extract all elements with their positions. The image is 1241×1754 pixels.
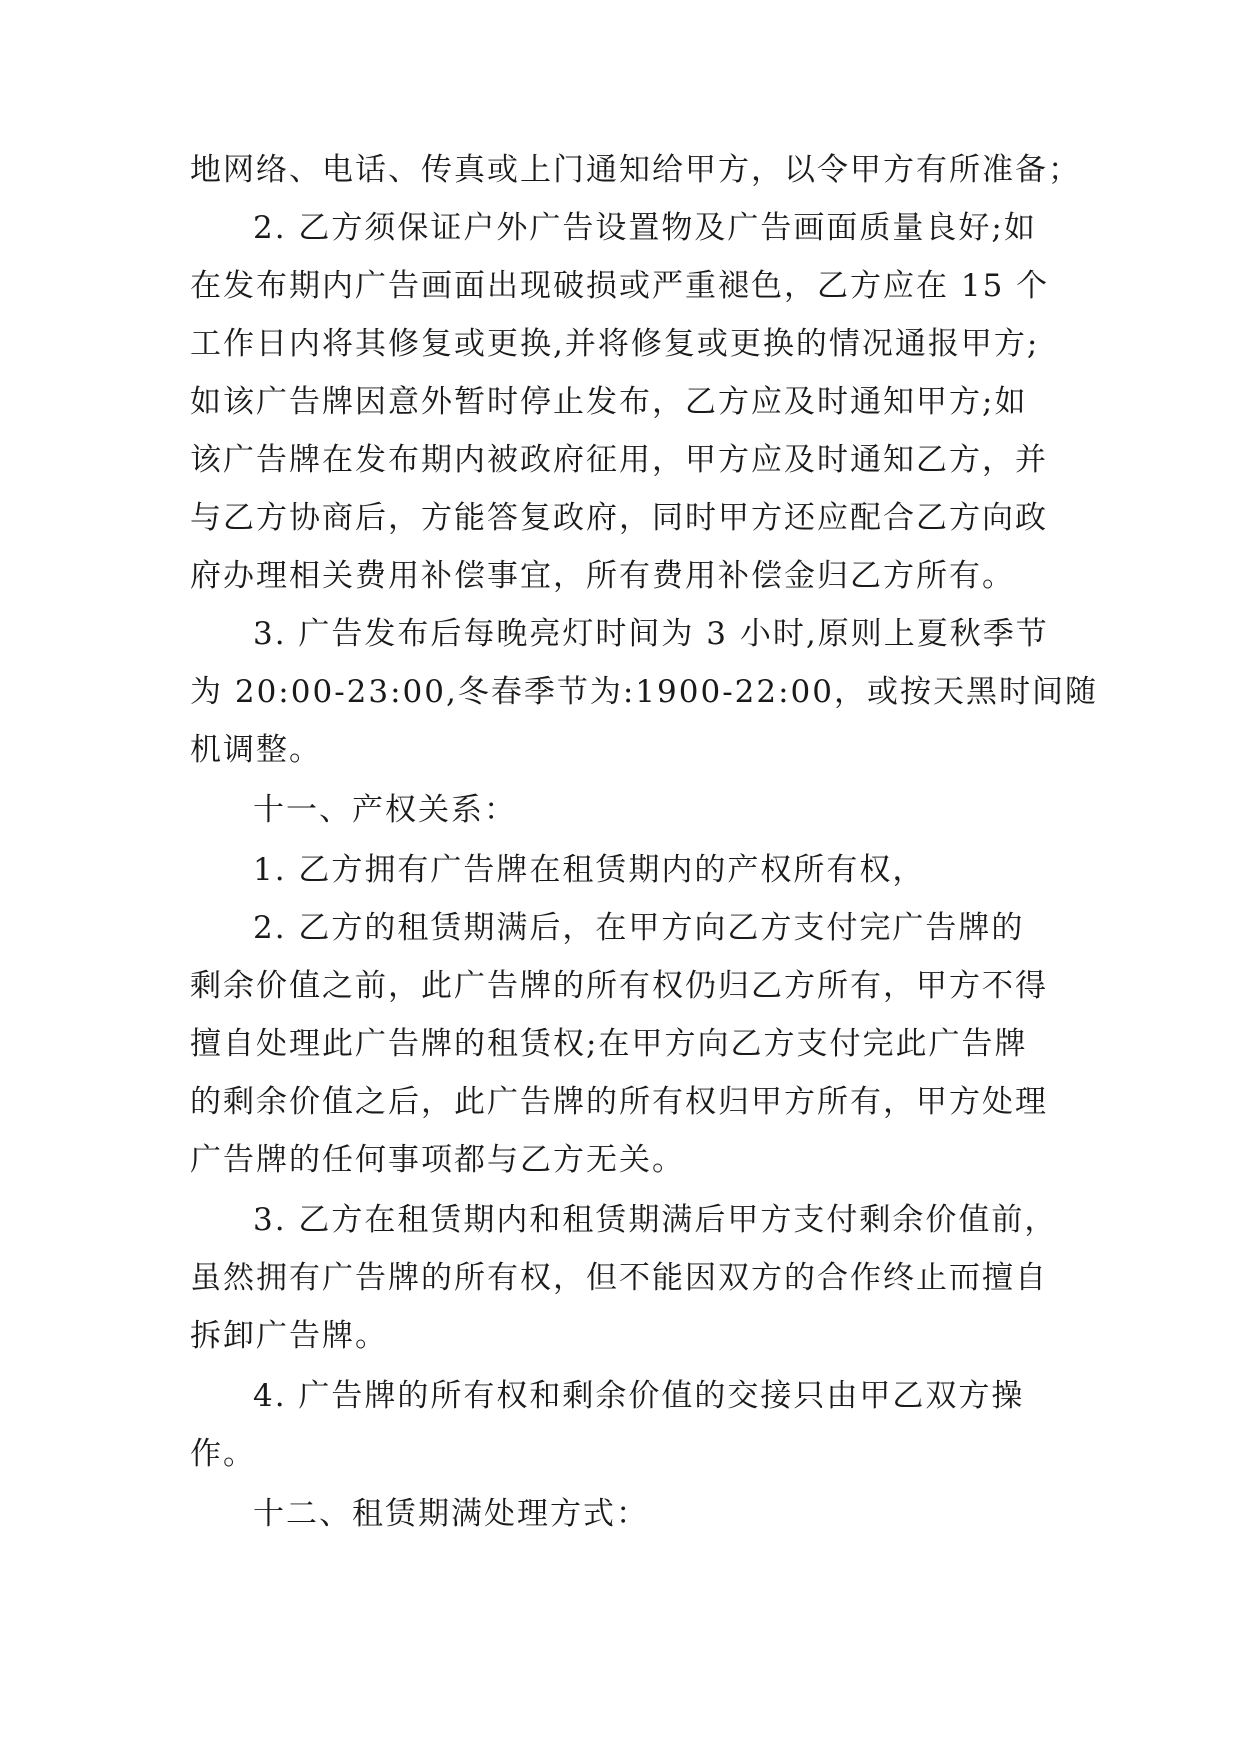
clause-2-paragraph: 2. 乙方须保证户外广告设置物及广告画面质量良好;如 [253, 210, 1037, 246]
clause-3-paragraph: 3. 广告发布后每晚亮灯时间为 3 小时,原则上夏秋季节 [253, 616, 1049, 652]
text-line: 与乙方协商后，方能答复政府，同时甲方还应配合乙方向政 [190, 500, 1048, 536]
text-line: 地网络、电话、传真或上门通知给甲方，以令甲方有所准备； [190, 152, 1081, 188]
clause-2-paragraph: 2. 乙方的租赁期满后，在甲方向乙方支付完广告牌的 [253, 910, 1025, 946]
clause-1-paragraph: 1. 乙方拥有广告牌在租赁期内的产权所有权， [253, 852, 926, 888]
text-line: 广告牌的任何事项都与乙方无关。 [190, 1142, 685, 1178]
text-line: 如该广告牌因意外暂时停止发布，乙方应及时通知甲方;如 [190, 384, 1028, 420]
clause-3-paragraph: 3. 乙方在租赁期内和租赁期满后甲方支付剩余价值前， [253, 1202, 1058, 1238]
text-line: 拆卸广告牌。 [190, 1318, 388, 1354]
text-line: 工作日内将其修复或更换,并将修复或更换的情况通报甲方; [190, 326, 1040, 362]
clause-4-paragraph: 4. 广告牌的所有权和剩余价值的交接只由甲乙双方操 [253, 1378, 1025, 1414]
section-heading-12: 十二、租赁期满处理方式： [253, 1496, 649, 1532]
text-line: 机调整。 [190, 732, 322, 768]
text-line: 的剩余价值之后，此广告牌的所有权归甲方所有，甲方处理 [190, 1084, 1048, 1120]
text-line: 擅自处理此广告牌的租赁权;在甲方向乙方支付完此广告牌 [190, 1026, 1028, 1062]
text-line: 为 20:00-23:00,冬春季节为:1900-22:00，或按天黑时间随 [190, 674, 1099, 710]
text-line: 作。 [190, 1436, 256, 1472]
text-line: 在发布期内广告画面出现破损或严重褪色，乙方应在 15 个 [190, 268, 1050, 304]
text-line: 虽然拥有广告牌的所有权，但不能因双方的合作终止而擅自 [190, 1260, 1048, 1296]
text-line: 剩余价值之前，此广告牌的所有权仍归乙方所有，甲方不得 [190, 968, 1048, 1004]
text-line: 府办理相关费用补偿事宜，所有费用补偿金归乙方所有。 [190, 558, 1015, 594]
section-heading-11: 十一、产权关系： [253, 792, 517, 828]
text-line: 该广告牌在发布期内被政府征用，甲方应及时通知乙方，并 [190, 442, 1048, 478]
